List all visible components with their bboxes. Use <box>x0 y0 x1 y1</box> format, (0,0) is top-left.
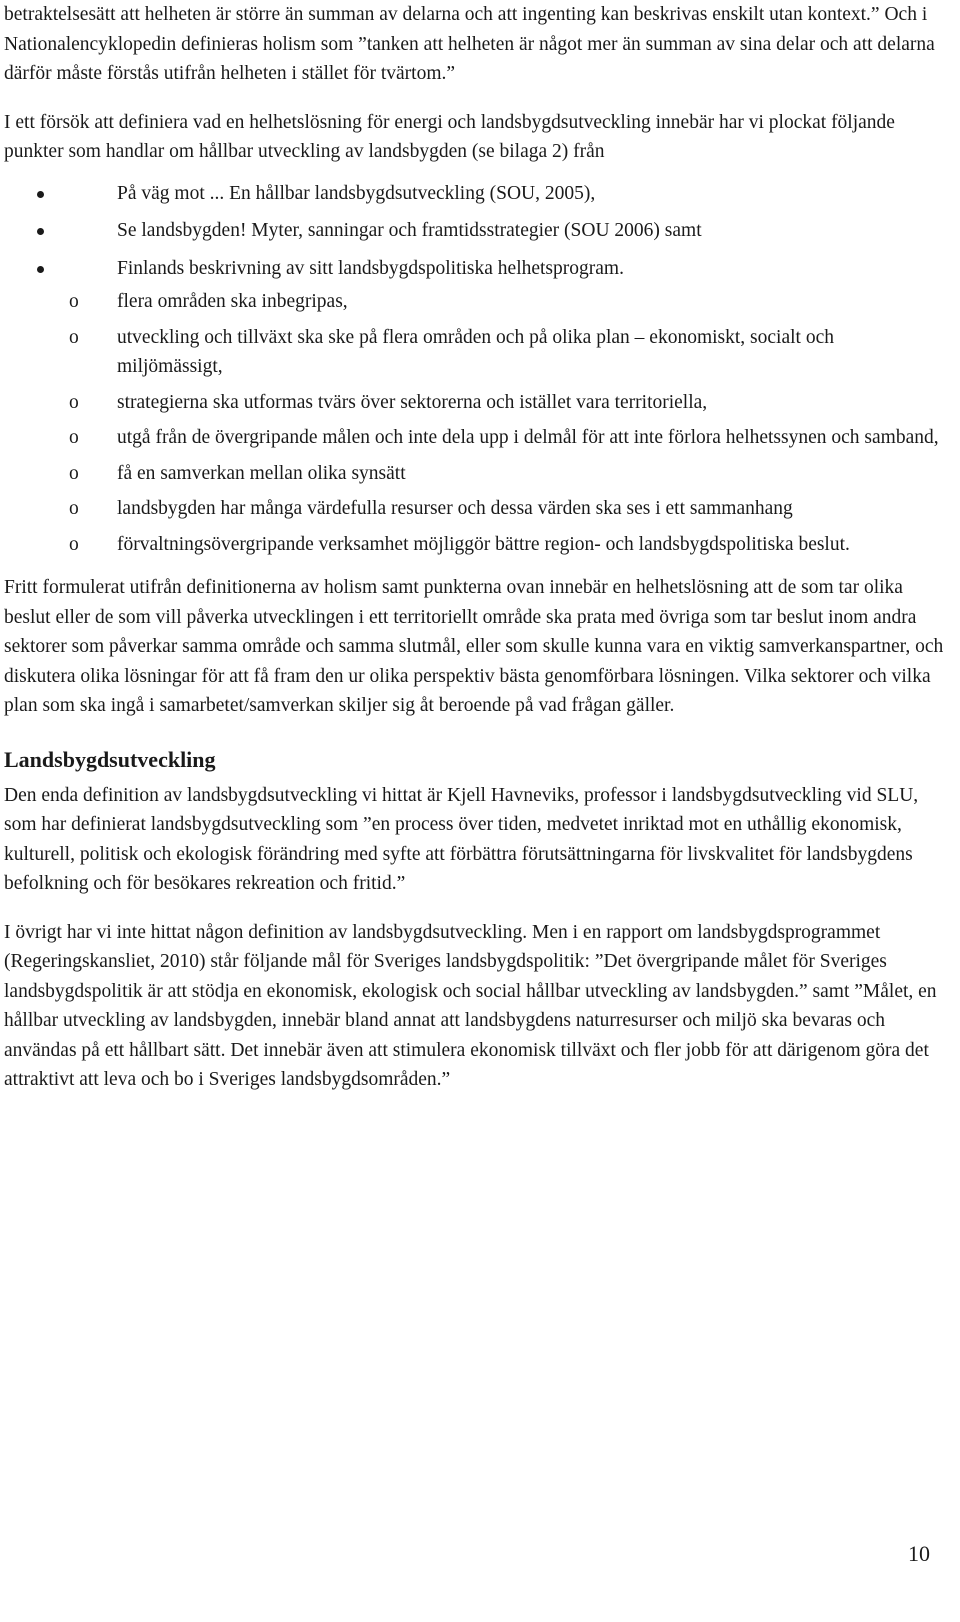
sub-bullet-text: landsbygden har många värdefulla resurser och dessa värden ska ses i ett sammanhang <box>117 498 793 519</box>
bullet-text: Finlands beskrivning av sitt landsbygdspolitiska helhetsprogram. <box>117 257 624 279</box>
bullet-item <box>4 254 944 560</box>
sub-bullet-marker: o <box>69 326 79 348</box>
sub-bullet-item <box>4 287 944 317</box>
sub-bullet-text: utveckling och tillväxt ska ske på flera områden och på olika plan – ekonomiskt, socialt och miljömässigt, <box>117 326 834 377</box>
definition-paragraph: I ett försök att definiera vad en helhetslösning för energi och landsbygdsutveckling innebär har vi plockat följande punkter som handlar om hållbar utveckling av landsbygden (se bilaga 2) från <box>4 111 895 162</box>
sub-bullet-item <box>4 530 944 560</box>
sub-bullet-item <box>4 459 944 489</box>
sub-bullet-list <box>4 287 944 559</box>
section-heading: Landsbygdsutveckling <box>4 746 216 772</box>
sub-bullet-text: få en samverkan mellan olika synsätt <box>117 462 406 484</box>
sub-bullet-marker: o <box>69 533 79 555</box>
source-bullet-list <box>4 179 944 560</box>
bullet-item <box>4 216 944 246</box>
sub-bullet-text: utgå från de övergripande målen och inte dela upp i delmål för att inte förlora helhetssynen och samband, <box>117 427 939 448</box>
document-page <box>4 0 944 1095</box>
sub-bullet-marker: o <box>69 291 79 312</box>
bullet-text: Se landsbygden! Myter, sanningar och framtidsstrategier (SOU 2006) samt <box>117 220 702 241</box>
rural-definition-paragraph: Den enda definition av landsbygdsutveckling vi hittat är Kjell Havneviks, professor i landsbygdsutveckling vid SLU, som har definierat landsbygdsutveckling som ”en process över tiden, medvetet inriktad mot en uthållig ekonomisk, kulturell, politisk och ekologisk förändring med syfte att förbättra förutsättningarna för livskvalitet för landsbygdens befolkning och för besökares rekreation och fritid.” <box>4 784 919 894</box>
bullet-dot-icon <box>37 266 44 273</box>
sub-bullet-marker: o <box>69 462 79 484</box>
sub-bullet-marker: o <box>69 427 79 448</box>
holism-paragraph: Fritt formulerat utifrån definitionerna av holism samt punkterna ovan innebär en helhetslösning att de som tar olika beslut eller de som vill påverka utvecklingen i ett territoriellt område ska prata med övriga som tar beslut inom andra sektorer som påverkar samma område och samma slutmål, eller som skulle kunna vara en viktig samverkanspartner, och diskutera olika lösningar för att få fram den ur olika perspektiv bästa genomförbara lösningen. Vilka sektorer och vilka plan som ska ingå i samarbetet/samverkan skiljer sig åt beroende på vad frågan gäller. <box>4 577 944 716</box>
rural-goals-paragraph: I övrigt har vi inte hittat någon definition av landsbygdsutveckling. Men i en rapport om landsbygdsprogrammet (Regeringskansliet, 2010) står följande mål för Sveriges landsbygdspolitik: ”Det övergripande målet för Sveriges landsbygdspolitik är att stödja en ekonomisk, ekologisk och social hållbar utveckling av landsbygden.” samt ”Målet, en hållbar utveckling av landsbygden, innebär bland annat att landsbygdens naturresurser och miljö ska bevaras och användas på ett hållbart sätt. Det innebär även att stimulera ekonomisk tillväxt och fler jobb för att därigenom göra det attraktivt att leva och bo i Sveriges landsbygdsområden.” <box>4 921 937 1090</box>
sub-bullet-item <box>4 323 944 382</box>
intro-paragraph: betraktelsesätt att helheten är större än summan av delarna och att ingenting kan beskrivas enskilt utan kontext.” Och i Nationalencyklopedin definieras holism som ”tanken att helheten är något mer än summan av sina delar och att delarna därför måste förstås utifrån helheten i stället för tvärtom.” <box>4 4 935 84</box>
sub-bullet-marker: o <box>69 498 79 519</box>
sub-bullet-text: förvaltningsövergripande verksamhet möjliggör bättre region- och landsbygdspolitiska beslut. <box>117 533 850 555</box>
page-number: 10 <box>908 1541 930 1566</box>
sub-bullet-item <box>4 494 944 524</box>
sub-bullet-item <box>4 388 944 418</box>
bullet-item <box>4 179 944 209</box>
sub-bullet-marker: o <box>69 391 79 413</box>
sub-bullet-text: flera områden ska inbegripas, <box>117 291 348 312</box>
bullet-text: På väg mot ... En hållbar landsbygdsutveckling (SOU, 2005), <box>117 182 596 204</box>
bullet-dot-icon <box>37 228 44 235</box>
sub-bullet-text: strategierna ska utformas tvärs över sektorerna och istället vara territoriella, <box>117 391 708 413</box>
bullet-dot-icon <box>37 191 44 198</box>
sub-bullet-item <box>4 423 944 453</box>
